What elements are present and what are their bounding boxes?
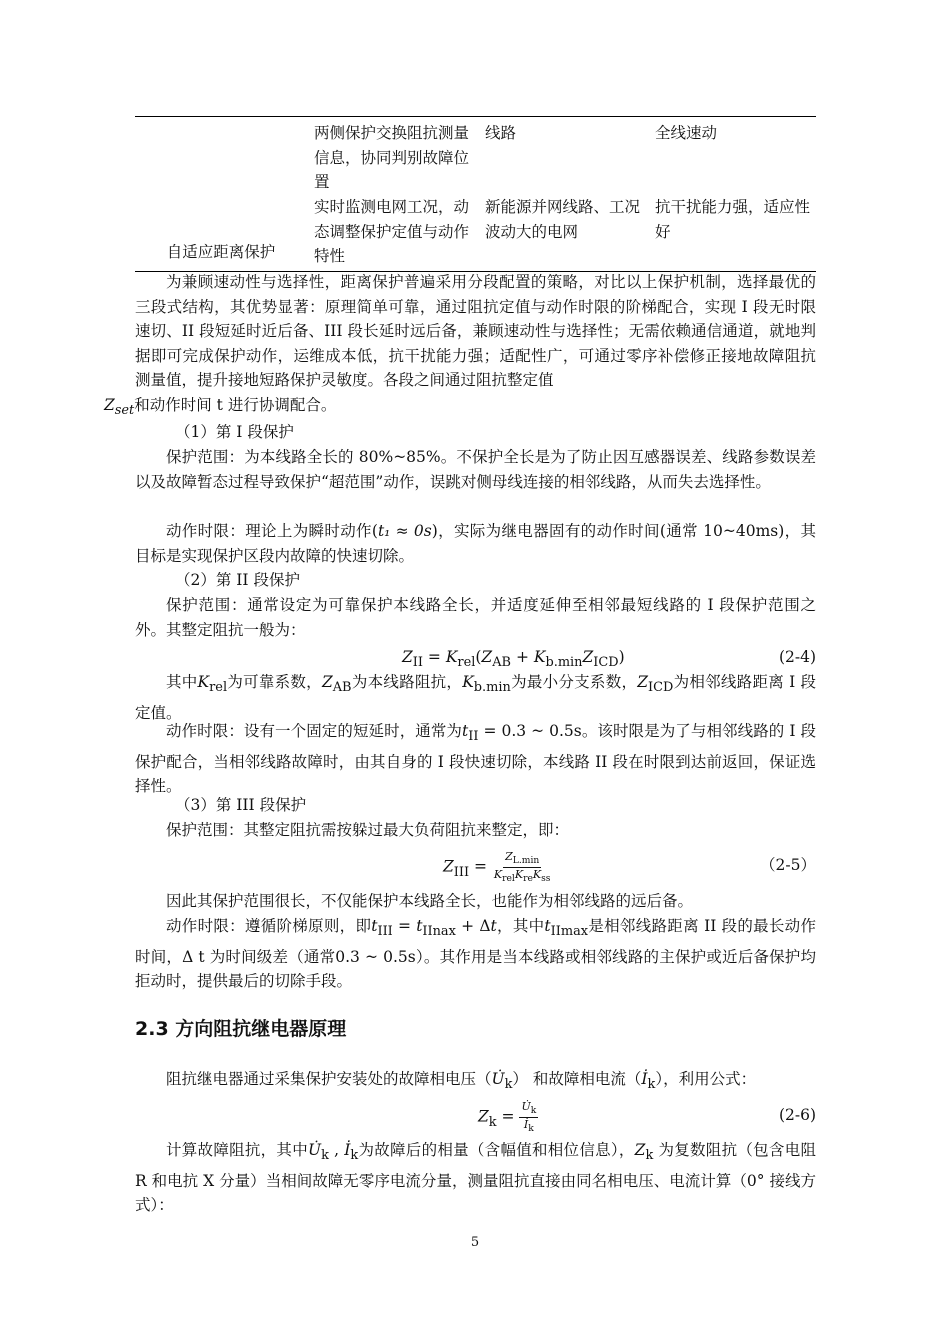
- equation-number: （2-5）: [760, 856, 816, 874]
- section-2-time: 动作时限：设有一个固定的短延时，通常为$t_{II} = 0.3$ ~ 0.5s。该时限是为了与相邻线路的 I 段保护配合，当相邻线路故障时，由其自身的 I 段快速切除，本线路 II 段在时限到达前返回，保证选择性。: [135, 722, 816, 796]
- section-heading: 2.3 方向阻抗继电器原理: [135, 1018, 347, 1040]
- page-number: 5: [470, 1235, 480, 1250]
- table-row: [135, 195, 816, 271]
- table-row: [135, 117, 816, 195]
- table-cell-feature: 全线速动: [655, 124, 718, 142]
- section-4-p2: 计算故障阻抗，其中$U̇_k$ , $İ_k$为故障后的相量（含幅值和相位信息），$Z_k$ 为复数阻抗（包含电阻 R 和电抗 X 分量）当相间故障无零序电流分量，测量阻抗直接由同名相电压、电流计算（0° 接线方式）：: [135, 1141, 816, 1215]
- section-3-time: 动作时限：遵循阶梯原则，即$t_{III} = t_{IInax} + \Delta t$，其中$t_{IImax}$是相邻线路距离 II 段的最长动作时间，Δ t 为时间级差（通常0.3 ~ 0.5s）。其作用是当本线路或相邻线路的主保护或近后备保护均拒动时，提供最后的切除手段。: [135, 917, 816, 991]
- equation-number: (2-6): [778, 1106, 816, 1124]
- section-1-title: （1）第 I 段保护: [175, 423, 294, 441]
- table-cell-name: [135, 121, 307, 195]
- table-cell-feature: 抗干扰能力强，适应性好: [655, 198, 811, 241]
- intro-paragraph: [104, 270, 816, 423]
- section-1-time: 动作时限：理论上为瞬时动作(t₁ ≈ 0s)，实际为继电器固有的动作时间(通常 10~40ms)，其目标是实现保护区段内故障的快速切除。: [135, 522, 816, 565]
- section-1-range: 保护范围：为本线路全长的 80%~85%。不保护全长是为了防止因互感器误差、线路参数误差以及故障暂态过程导致保护“超范围”动作，误跳对侧母线连接的相邻线路，从而失去选择性。: [135, 448, 816, 491]
- protection-comparison-table: [135, 116, 816, 272]
- table-cell-scope: 线路: [485, 124, 517, 142]
- section-3-range: 保护范围：其整定阻抗需按躲过最大负荷阻抗来整定，即：: [166, 821, 570, 839]
- section-2-where: 其中$K_{rel}$为可靠系数，$Z_{AB}$为本线路阻抗，$K_{b.min}$为最小分支系数，$Z_{ICD}$为相邻线路距离 I 段定值。: [135, 673, 816, 722]
- zset-symbol: $Z_{set}$: [104, 395, 135, 418]
- section-2-range: 保护范围：通常设定为可靠保护本线路全长，并适度延伸至相邻最短线路的 I 段保护范围之外。其整定阻抗一般为：: [135, 596, 816, 639]
- intro-text: 为兼顾速动性与选择性，距离保护普遍采用分段配置的策略，对比以上保护机制，选择最优的三段式结构，其优势显著：原理简单可靠，通过阻抗定值与动作时限的阶梯配合，实现 I 段无时限速切、II 段短延时近后备、III 段长延时远后备，兼顾速动性与选择性；无需依赖通信通道，就地判据即可完成保护动作，运维成本低，抗干扰能力强；适配性广，可通过零序补偿修正接地故障阻抗测量值，提升接地短路保护灵敏度。各段之间通过阻抗整定值: [135, 273, 816, 389]
- table-cell-name: 自适应距离保护: [166, 242, 276, 261]
- table-cell-principle: 两侧保护交换阻抗测量信息，协同判别故障位置: [314, 124, 470, 191]
- section-3-note: 因此其保护范围很长，不仅能保护本线路全长，也能作为相邻线路的远后备。: [166, 892, 694, 910]
- intro-tail: 和动作时间 t 进行协调配合。: [134, 395, 337, 414]
- equation-number: (2-4): [778, 648, 816, 666]
- table-cell-scope: 新能源并网线路、工况波动大的电网: [485, 198, 641, 241]
- section-2-title: （2）第 II 段保护: [175, 571, 300, 589]
- equation-2-5: $Z_{III}$ = $\frac{Z_{L.min}}{K_{rel}K_{re}K_{ss}}$: [443, 850, 551, 885]
- equation-2-4: $Z_{II} = K_{rel}(Z_{AB} + K_{b.min}Z_{ICD})$: [402, 648, 625, 671]
- section-4-p1: 阻抗继电器通过采集保护安装处的故障相电压$(U̇_k)$ 和故障相电流$(İ_k)$，利用公式：: [166, 1070, 757, 1093]
- table-cell-principle: 实时监测电网工况，动态调整保护定值与动作特性: [314, 198, 470, 265]
- section-3-title: （3）第 III 段保护: [175, 796, 307, 814]
- equation-2-6: $Z_k$ = $\frac{U̇_k}{İ_k}$: [478, 1100, 537, 1135]
